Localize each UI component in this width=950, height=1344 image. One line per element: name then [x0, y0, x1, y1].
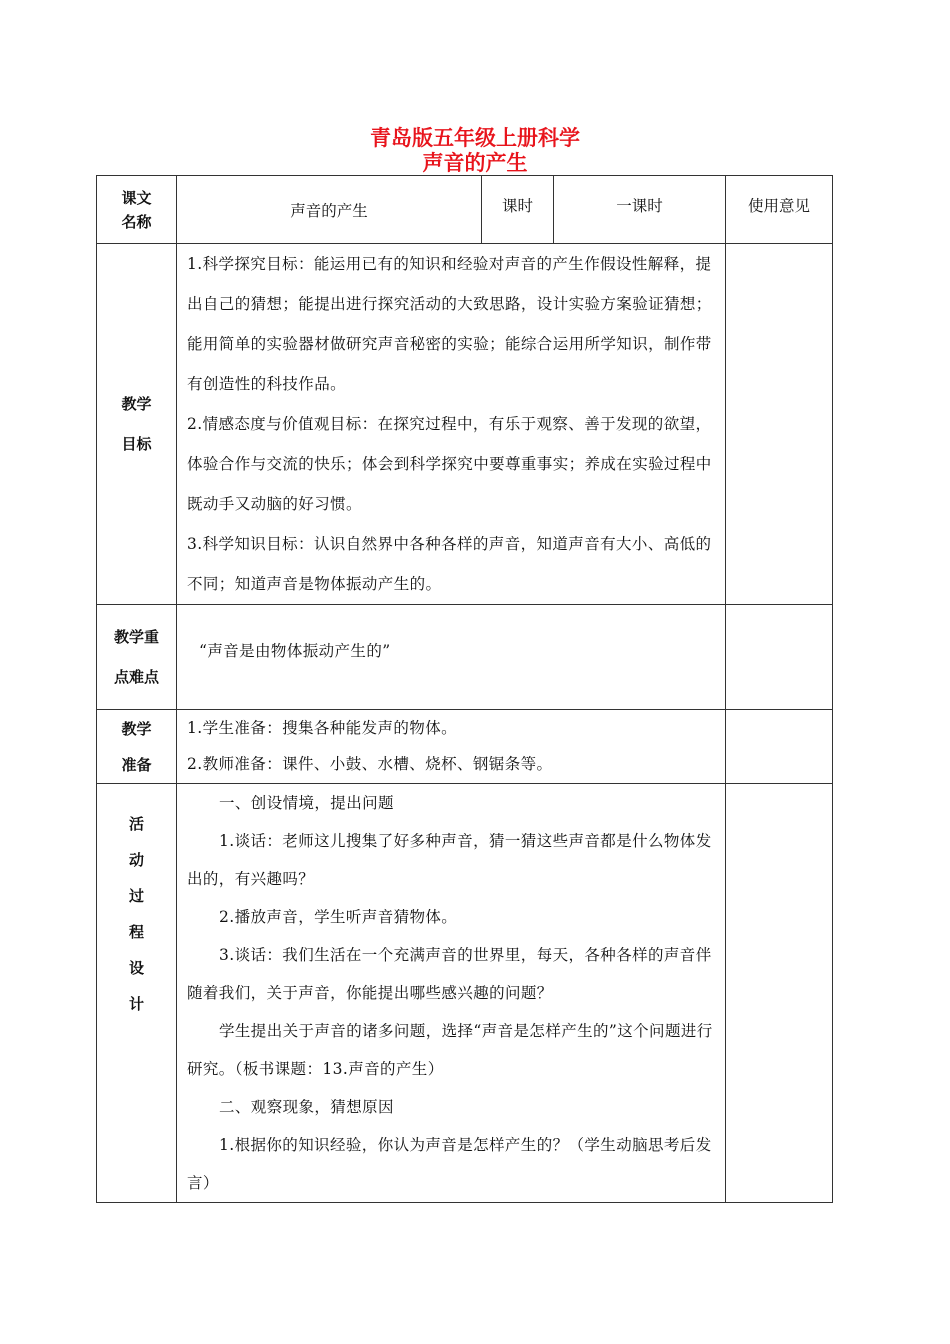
label-line: 点难点	[113, 668, 159, 686]
goals-label	[97, 244, 177, 605]
lesson-plan-table	[96, 175, 833, 1203]
lesson-name-value: 声音的产生	[177, 176, 482, 244]
label-char: 活	[128, 815, 144, 833]
lesson-name-label	[97, 176, 177, 244]
label-line: 名称	[121, 212, 152, 231]
preparation-item: 2.教师准备：课件、小鼓、水槽、烧杯、钢锯条等。	[187, 755, 553, 773]
label-char: 动	[128, 851, 144, 869]
key-points-row	[97, 605, 833, 710]
goal-paragraph: 3.科学知识目标：认识自然界中各种各样的声音，知道声音有大小、高低的不同；知道声音是物体振动产生的。	[187, 535, 712, 593]
preparation-item: 1.学生准备：搜集各种能发声的物体。	[187, 719, 457, 737]
period-label: 课时	[482, 176, 554, 244]
activity-opinion-cell	[726, 784, 833, 1203]
key-points-opinion-cell	[726, 605, 833, 710]
preparation-opinion-cell	[726, 710, 833, 784]
activity-label	[97, 784, 177, 1203]
label-char: 设	[128, 959, 144, 977]
label-line: 教学	[121, 395, 152, 413]
document-title: 青岛版五年级上册科学	[370, 126, 580, 150]
label-char: 程	[128, 923, 144, 941]
activity-content	[177, 784, 726, 1203]
label-line: 教学重	[113, 628, 159, 646]
goal-paragraph: 2.情感态度与价值观目标：在探究过程中，有乐于观察、善于发现的欲望，体验合作与交流的快乐；体会到科学探究中要尊重事实；养成在实验过程中既动手又动脑的好习惯。	[187, 415, 712, 513]
key-points-text: “声音是由物体振动产生的”	[199, 642, 391, 660]
key-points-content	[177, 605, 726, 710]
label-char: 计	[128, 995, 144, 1013]
period-value: 一课时	[554, 176, 726, 244]
key-points-label	[97, 605, 177, 710]
activity-paragraph: 3.谈话：我们生活在一个充满声音的世界里，每天，各种各样的声音伴随着我们，关于声音，你能提出哪些感兴趣的问题？	[187, 946, 712, 1002]
activity-paragraph: 2.播放声音，学生听声音猜物体。	[219, 908, 458, 926]
label-char: 过	[128, 887, 144, 905]
preparation-row	[97, 710, 833, 784]
goal-paragraph: 1.科学探究目标：能运用已有的知识和经验对声音的产生作假设性解释，提出自己的猜想；能提出进行探究活动的大致思路，设计实验方案验证猜想；能用简单的实验器材做研究声音秘密的实验；能综合运用所学知识，制作带有创造性的科技作品。	[187, 255, 712, 393]
label-line: 目标	[121, 435, 152, 453]
preparation-label	[97, 710, 177, 784]
activity-paragraph: 学生提出关于声音的诸多问题，选择“声音是怎样产生的”这个问题进行研究。（板书课题：13.声音的产生）	[187, 1022, 713, 1078]
activity-paragraph: 1.根据你的知识经验，你认为声音是怎样产生的？（学生动脑思考后发言）	[187, 1136, 712, 1192]
label-line: 准备	[121, 755, 152, 774]
goals-opinion-cell	[726, 244, 833, 605]
activity-paragraph: 一、创设情境，提出问题	[219, 794, 394, 812]
label-line: 课文	[121, 188, 152, 207]
document-subtitle: 声音的产生	[422, 151, 528, 175]
label-line: 教学	[121, 719, 152, 738]
header-row	[97, 176, 833, 244]
activity-paragraph: 二、观察现象，猜想原因	[219, 1098, 394, 1116]
activity-row	[97, 784, 833, 1203]
goals-row	[97, 244, 833, 605]
activity-paragraph: 1.谈话：老师这儿搜集了好多种声音，猜一猜这些声音都是什么物体发出的，有兴趣吗？	[187, 832, 712, 888]
opinion-label: 使用意见	[726, 176, 833, 244]
preparation-content	[177, 710, 726, 784]
goals-content	[177, 244, 726, 605]
